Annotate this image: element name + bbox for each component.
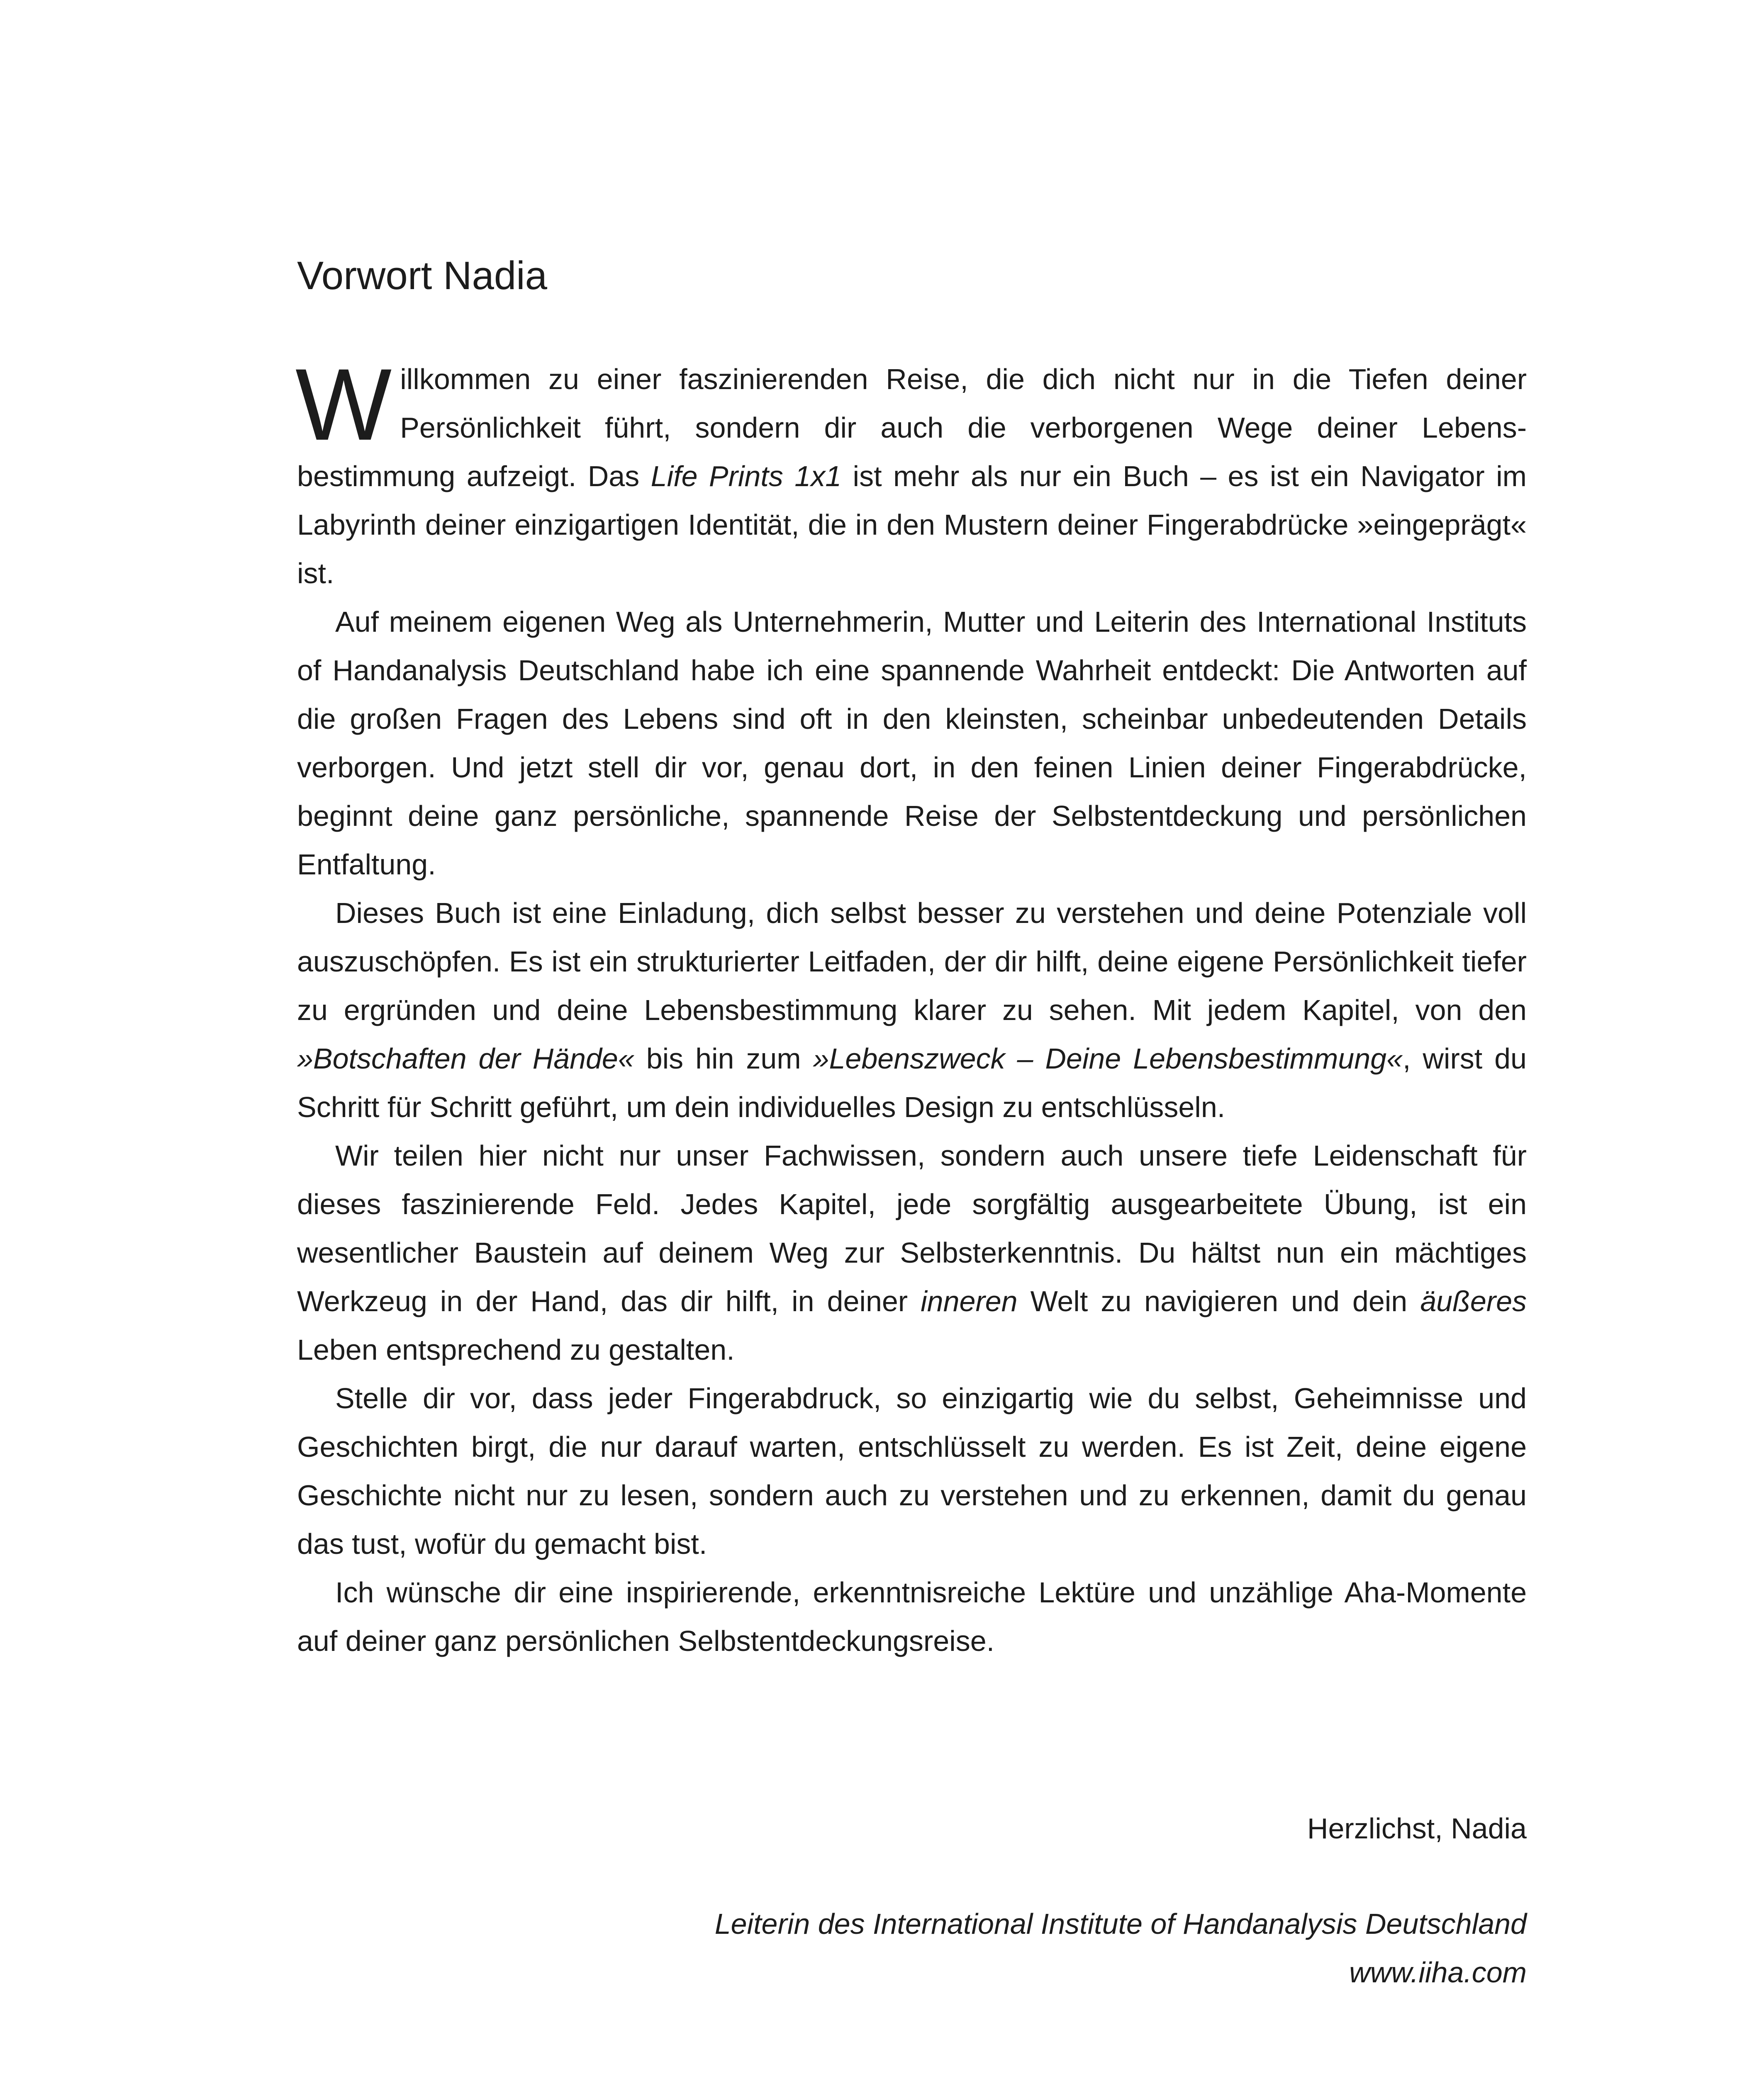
emphasis-outer: äußeres [1420,1285,1527,1317]
signoff: Herzlichst, Nadia [1307,1812,1527,1845]
emphasis-inner: inneren [921,1285,1018,1317]
author-role: Leiterin des International Institute of Handanalysis Deutschland [714,1908,1527,1940]
drop-cap: W [295,348,392,462]
intro-text-1: illkommen zu einer faszinierenden Reise, die dich nicht nur in die Tiefen deiner Persönlichkeit führt, sondern dir auch die verborgenen Wege deiner Lebensbestimmung aufzeigt. Das [297,363,1527,492]
website-link[interactable]: www.iiha.com [1349,1956,1527,1989]
paragraph-5: Stelle dir vor, dass jeder Fingerabdruck, so einzigartig wie du selbst, Geheimnisse und Geschichten birgt, die nur darauf warten, entschlüsselt zu werden. Es ist Zeit, deine eigene Geschichte nicht nur zu lesen, sondern auch zu verstehen und zu erkennen, damit du genau das tust, wofür du gemacht bist. [297,1382,1527,1560]
intro-text-2: ist mehr als nur ein Buch – es ist ein Navigator im Labyrinth deiner einzigartigen Identität, die in den Mustern deiner Fingerabdrücke »eingeprägt« ist. [297,460,1527,589]
paragraph-intro [295,348,1527,598]
chapter-reference-2: »Lebenszweck – Deine Lebensbestimmung« [813,1042,1403,1075]
p4-text-2: Welt zu navigieren und dein [1017,1285,1420,1317]
paragraph-3 [297,889,1527,1132]
chapter-reference-1: »Botschaften der Hände« [297,1042,634,1075]
page-number [1499,2070,1527,2074]
chapter-heading: Vorwort Nadia [297,253,547,298]
p4-text-1: Wir teilen hier nicht nur unser Fachwissen, sondern auch unsere tiefe Leidenschaft für dieses faszinierende Feld. Jedes Kapitel, jede sorgfältig ausgearbeitete Übung, ist ein wesentlicher Baustein auf deinem Weg zur Selbsterkenntnis. Du hältst nun ein mächtiges Werkzeug in der Hand, das dir hilft, in deiner [297,1139,1527,1317]
paragraph-2: Auf meinem eigenen Weg als Unternehmerin, Mutter und Leiterin des International Instituts of Handanalysis Deutschland habe ich eine spannende Wahrheit entdeckt: Die Antworten auf die großen Fragen des Lebens sind oft in den kleinsten, scheinbar unbedeutenden Details verborgen. Und jetzt stell dir vor, genau dort, in den feinen Linien deiner Fingerabdrücke, beginnt deine ganz persönliche, spannende Reise der Selbstentdeckung und persönlichen Entfaltung. [297,606,1527,881]
p3-text-1: Dieses Buch ist eine Einladung, dich selbst besser zu verstehen und deine Potenziale voll auszuschöpfen. Es ist ein strukturierter Leitfaden, der dir hilft, deine eigene Persönlichkeit tiefer zu ergründen und deine Lebensbestimmung klarer zu sehen. Mit jedem Kapitel, von den [297,897,1527,1026]
book-title: Life Prints 1x1 [651,460,842,492]
foreword-body [295,348,1527,1665]
paragraph-6: Ich wünsche dir eine inspirierende, erkenntnisreiche Lektüre und unzählige Aha-Momente auf deiner ganz persönlichen Selbstentdeckungsreise. [297,1576,1527,1657]
paragraph-4 [297,1132,1527,1374]
p3-text-3: , wirst du Schritt für Schritt geführt, um dein individuelles Design zu entschlüsseln. [297,1042,1527,1123]
p4-text-3: Leben entsprechend zu gestalten. [297,1334,735,1366]
p3-text-2: bis hin zum [634,1042,813,1075]
